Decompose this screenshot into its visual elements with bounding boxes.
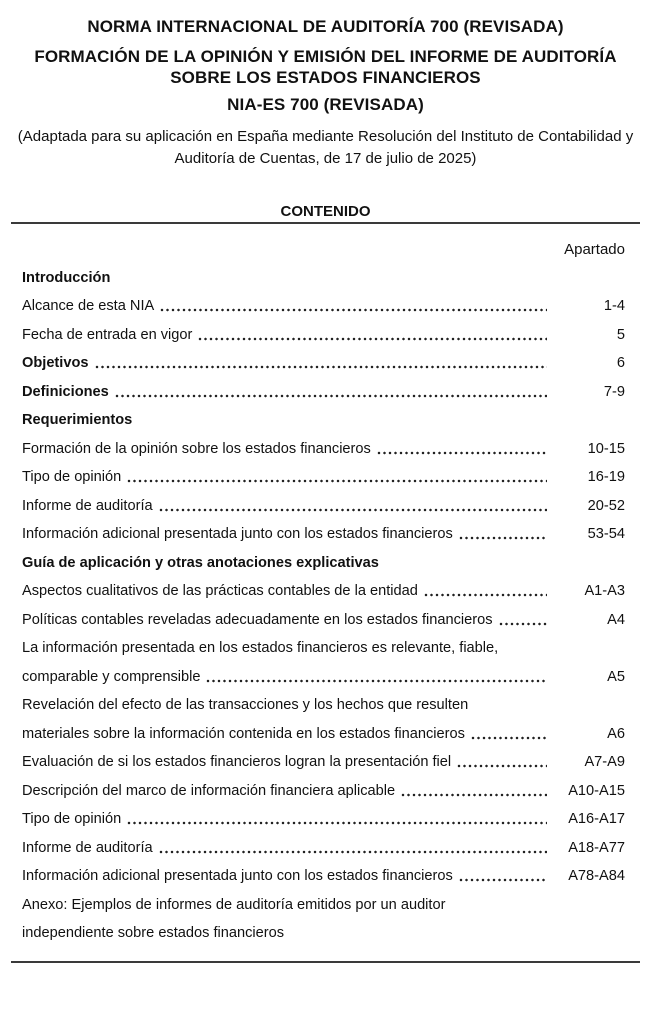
- toc-leader-dots: [457, 764, 547, 768]
- document-header: [0, 16, 651, 170]
- toc-entry-label: comparable y comprensible: [22, 668, 201, 685]
- toc-entry: [22, 406, 625, 435]
- toc-entry: [22, 320, 625, 349]
- toc-leader-dots: [127, 821, 547, 825]
- toc-leader-dots: [159, 508, 547, 512]
- toc-entry: [22, 463, 625, 492]
- toc-entry-label: Informe de auditoría: [22, 497, 153, 514]
- toc-entry: [22, 833, 625, 862]
- toc-entry-ref: 10-15: [587, 440, 625, 457]
- toc-entry-ref: A1-A3: [584, 583, 625, 599]
- toc-entry: [22, 292, 625, 321]
- toc-entry: [22, 748, 625, 777]
- toc-entry: [22, 577, 625, 606]
- toc-entry-ref: A4: [607, 611, 625, 628]
- toc-entry-ref: 20-52: [587, 497, 625, 514]
- toc-entry-label: Tipo de opinión: [22, 469, 122, 485]
- toc-leader-dots: [206, 679, 547, 683]
- toc-entry: [22, 434, 625, 463]
- toc-entry-label: Formación de la opinión sobre los estados financieros: [22, 440, 371, 457]
- toc-entry-label: Descripción del marco de información financiera aplicable: [22, 782, 396, 799]
- toc-leader-dots: [160, 308, 547, 312]
- document-title-line-2: FORMACIÓN DE LA OPINIÓN Y EMISIÓN DEL INFORME DE AUDITORÍA: [34, 47, 617, 66]
- toc-leader-dots: [459, 536, 547, 540]
- toc-entry-label: Revelación del efecto de las transacciones y los hechos que resulten: [22, 697, 469, 713]
- toc-entry-label: Políticas contables reveladas adecuadamente en los estados financieros: [22, 611, 493, 628]
- toc-entry-ref: 53-54: [587, 526, 625, 542]
- toc-entry: [22, 890, 625, 919]
- toc-entry-label: Definiciones: [22, 383, 109, 400]
- toc-leader-dots: [471, 736, 547, 740]
- toc-entry-ref: 7-9: [603, 383, 625, 400]
- toc-entry-ref: 16-19: [587, 469, 625, 485]
- toc-leader-dots: [377, 451, 547, 455]
- toc-entry-label: Informe de auditoría: [22, 839, 153, 856]
- toc-entry-ref: A6: [607, 725, 625, 742]
- toc-entry-label: Alcance de esta NIA: [22, 298, 155, 314]
- toc-entry-label: Información adicional presentada junto con los estados financieros: [22, 526, 453, 542]
- toc-leader-dots: [499, 622, 547, 626]
- toc-entry-label: Tipo de opinión: [22, 811, 122, 827]
- toc-entry-label: independiente sobre estados financieros: [22, 925, 285, 941]
- toc-entry: [22, 662, 625, 691]
- toc-entry-ref: 5: [616, 326, 625, 343]
- toc-entry-label: Fecha de entrada en vigor: [22, 326, 193, 343]
- toc-entry: [22, 605, 625, 634]
- apartado-column-header: Apartado: [564, 241, 625, 258]
- toc-entry-label: Información adicional presentada junto con los estados financieros: [22, 868, 453, 884]
- toc-entry: [22, 719, 625, 748]
- toc-leader-dots: [115, 394, 547, 398]
- toc-entry-label: Evaluación de si los estados financieros logran la presentación fiel: [22, 754, 452, 770]
- toc-entry-label: Introducción: [22, 269, 111, 286]
- toc-entry-ref: A78-A84: [568, 868, 625, 884]
- toc-entry-ref: A18-A77: [568, 839, 625, 856]
- toc-entry-ref: 6: [616, 355, 625, 371]
- table-of-contents: [22, 263, 625, 947]
- document-subtitle-line-1: (Adaptada para su aplicación en España mediante Resolución del Instituto de Contabilidad y: [17, 128, 634, 145]
- toc-leader-dots: [459, 878, 547, 882]
- toc-entry-label: Guía de aplicación y otras anotaciones explicativas: [22, 554, 379, 571]
- toc-entry-ref: A5: [607, 668, 625, 685]
- toc-entry-label: Aspectos cualitativos de las prácticas contables de la entidad: [22, 583, 418, 599]
- toc-leader-dots: [159, 850, 547, 854]
- toc-entry-label: Anexo: Ejemplos de informes de auditoría emitidos por un auditor: [22, 896, 446, 913]
- toc-entry: [22, 349, 625, 378]
- toc-entry: [22, 919, 625, 948]
- contents-heading: CONTENIDO: [280, 203, 371, 220]
- toc-entry-label: materiales sobre la información contenida en los estados financieros: [22, 725, 465, 742]
- toc-entry: [22, 520, 625, 549]
- toc-entry: [22, 548, 625, 577]
- toc-leader-dots: [401, 793, 547, 797]
- toc-entry-ref: A7-A9: [584, 754, 625, 770]
- toc-entry: [22, 377, 625, 406]
- toc-entry-label: Requerimientos: [22, 412, 133, 428]
- toc-leader-dots: [424, 593, 547, 597]
- toc-leader-dots: [127, 479, 547, 483]
- document-title-line-1: NORMA INTERNACIONAL DE AUDITORÍA 700 (REVISADA): [87, 17, 564, 36]
- toc-entry: [22, 805, 625, 834]
- bottom-divider: [11, 961, 640, 963]
- toc-entry: [22, 263, 625, 292]
- toc-entry-ref: A16-A17: [568, 811, 625, 827]
- toc-entry: [22, 691, 625, 720]
- document-title-line-3: SOBRE LOS ESTADOS FINANCIEROS: [170, 68, 481, 87]
- toc-entry: [22, 634, 625, 663]
- toc-entry-ref: 1-4: [603, 298, 625, 314]
- toc-entry-label: Objetivos: [22, 355, 89, 371]
- top-divider: [11, 222, 640, 224]
- toc-entry-ref: A10-A15: [568, 782, 625, 799]
- toc-entry-label: La información presentada en los estados financieros es relevante, fiable,: [22, 640, 499, 656]
- toc-entry: [22, 862, 625, 891]
- toc-entry: [22, 491, 625, 520]
- document-subtitle-line-2: Auditoría de Cuentas, de 17 de julio de 2025): [174, 150, 477, 167]
- toc-leader-dots: [198, 337, 547, 341]
- document-title-line-4: NIA-ES 700 (REVISADA): [227, 95, 424, 114]
- toc-leader-dots: [95, 365, 548, 369]
- document-subtitle: [0, 126, 651, 170]
- toc-entry: [22, 776, 625, 805]
